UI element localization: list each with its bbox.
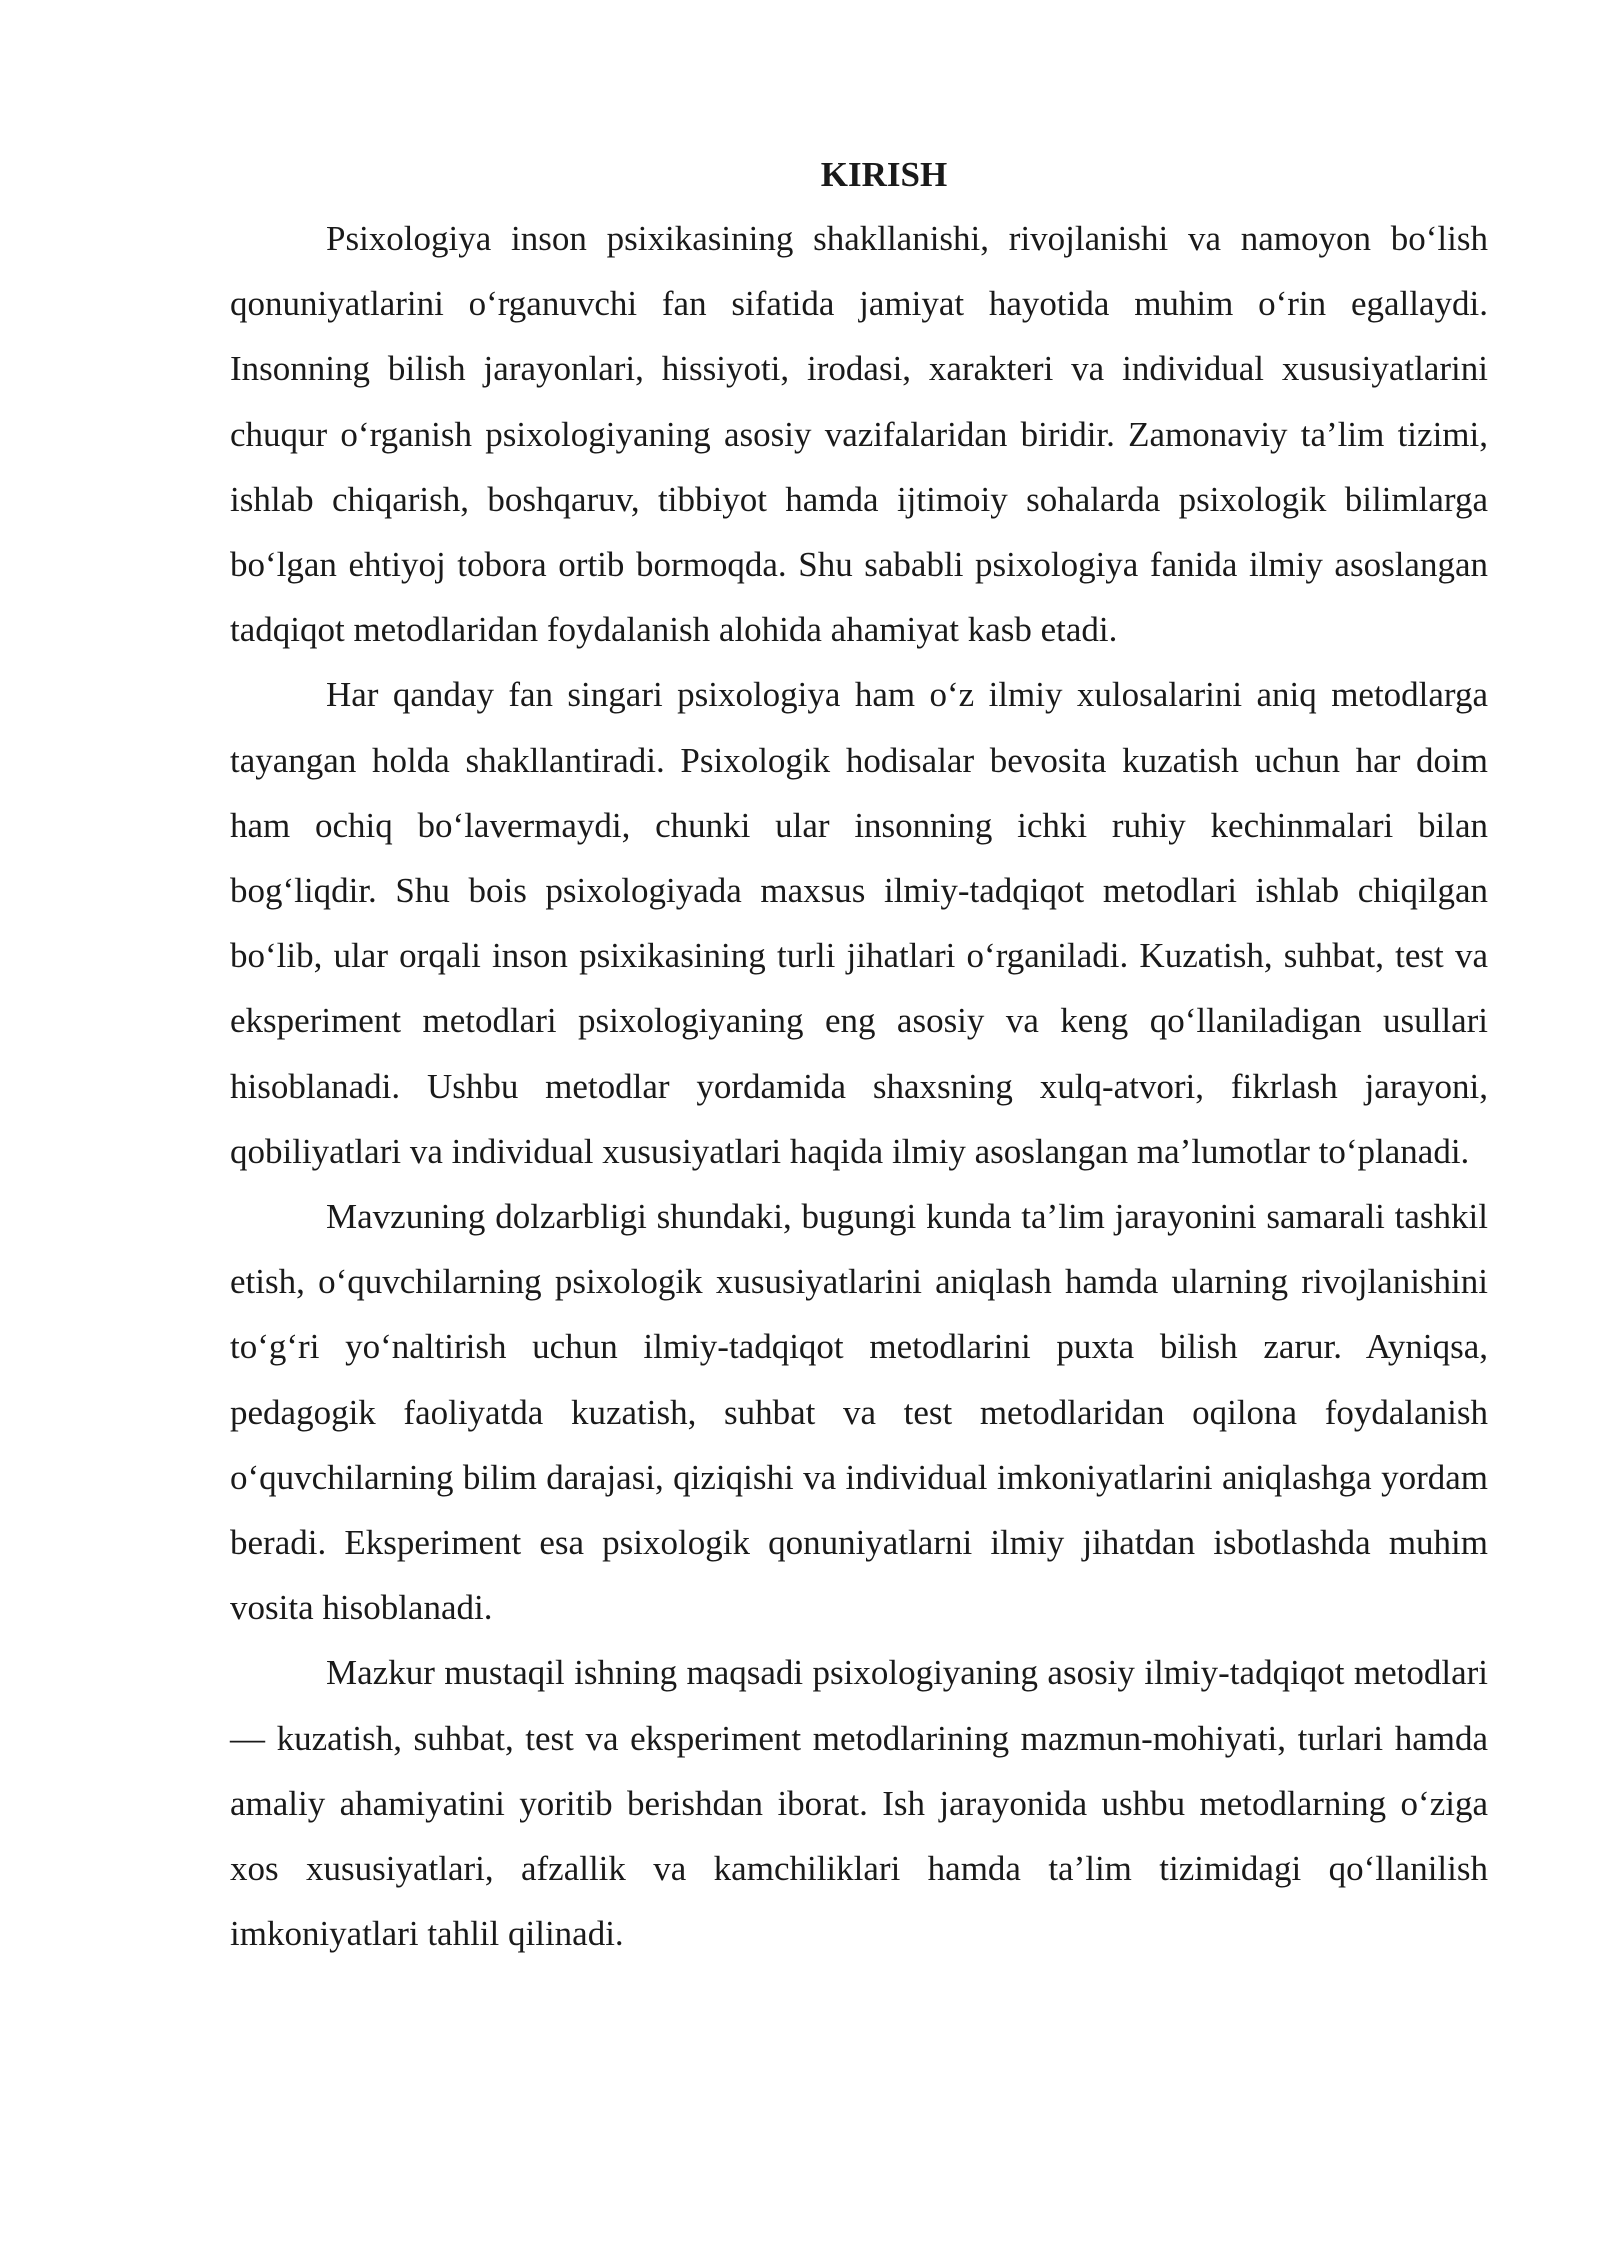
paragraph-methods: Har qanday fan singari psixologiya ham o‘z ilmiy xulosalarini aniq metodlarga tayangan holda shakllantiradi. Psixologik hodisalar bevosita kuzatish uchun har doim ham ochiq bo‘lavermaydi, chunki ular insonning ichki ruhiy kechinmalari bilan bog‘liqdir. Shu bois psixologiyada maxsus ilmiy-tadqiqot metodlari ishlab chiqilgan bo‘lib, ular orqali inson psixikasining turli jihatlari o‘rganiladi. Kuzatish, suhbat, test va eksperiment metodlari psixologiyaning eng asosiy va keng qo‘llaniladigan usullari hisoblanadi. Ushbu metodlar yordamida shaxsning xulq-atvori, fikrlash jarayoni, qobiliyatlari va individual xususiyatlari haqida ilmiy asoslangan ma’lumotlar to‘planadi. [230, 675, 1488, 1171]
paragraph-aim: Mazkur mustaqil ishning maqsadi psixologiyaning asosiy ilmiy-tadqiqot metodlari — kuzatish, suhbat, test va eksperiment metodlarining mazmun-mohiyati, turlari hamda amaliy ahamiyatini yoritib berishdan iborat. Ish jarayonida ushbu metodlarning o‘ziga xos xususiyatlari, afzallik va kamchiliklari hamda ta’lim tizimidagi qo‘llanilish imkoniyatlari tahlil qilinadi. [230, 1653, 1488, 1954]
paragraph-relevance: Mavzuning dolzarbligi shundaki, bugungi kunda ta’lim jarayonini samarali tashkil etish, o‘quvchilarning psixologik xususiyatlarini aniqlash hamda ularning rivojlanishini to‘g‘ri yo‘naltirish uchun ilmiy-tadqiqot metodlarini puxta bilish zarur. Ayniqsa, pedagogik faoliyatda kuzatish, suhbat va test metodlaridan oqilona foydalanish o‘quvchilarning bilim darajasi, qiziqishi va individual imkoniyatlarini aniqlashga yordam beradi. Eksperiment esa psixologik qonuniyatlarni ilmiy jihatdan isbotlashda muhim vosita hisoblanadi. [230, 1197, 1488, 1628]
document-body [230, 148, 1488, 1966]
document-title: KIRISH [820, 155, 948, 194]
paragraph-intro: Psixologiya inson psixikasining shakllanishi, rivojlanishi va namoyon bo‘lish qonuniyatlarini o‘rganuvchi fan sifatida jamiyat hayotida muhim o‘rin egallaydi. Insonning bilish jarayonlari, hissiyoti, irodasi, xarakteri va individual xususiyatlarini chuqur o‘rganish psixologiyaning asosiy vazifalaridan biridir. Zamonaviy ta’lim tizimi, ishlab chiqarish, boshqaruv, tibbiyot hamda ijtimoiy sohalarda psixologik bilimlarga bo‘lgan ehtiyoj tobora ortib bormoqda. Shu sababli psixologiya fanida ilmiy asoslangan tadqiqot metodlaridan foydalanish alohida ahamiyat kasb etadi. [230, 219, 1488, 650]
